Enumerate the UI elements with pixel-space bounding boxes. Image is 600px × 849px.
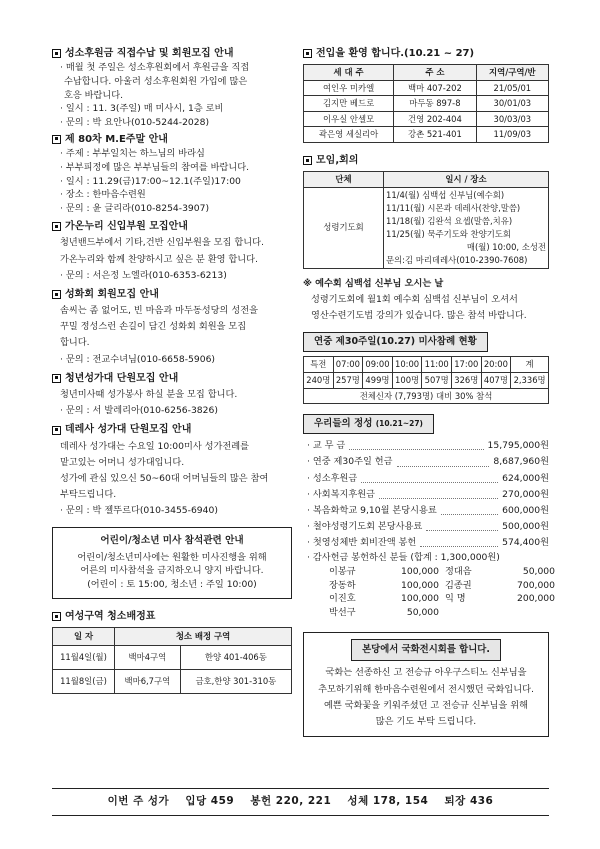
donor-name: 정대음 bbox=[445, 565, 472, 577]
donor-amount: 200,000 bbox=[517, 593, 555, 605]
offering-amount: 15,795,000원 bbox=[487, 440, 549, 452]
left-column bbox=[52, 44, 292, 694]
offering-label: · 연중 제30주일 헌금 bbox=[307, 456, 393, 468]
leader-dots bbox=[397, 454, 490, 466]
donor-name: 이진호 bbox=[329, 593, 356, 605]
cleaning-schedule bbox=[52, 609, 292, 694]
notice-line: 합니다. bbox=[60, 337, 90, 349]
meeting-section bbox=[303, 153, 549, 269]
box-line: 국화는 선종하신 고 전승규 아우구스티노 신부님을 bbox=[325, 667, 527, 679]
offering-label: · 복음화학교 9,10월 본당시용료 bbox=[307, 504, 437, 516]
table-row bbox=[304, 111, 549, 127]
table-row bbox=[53, 670, 292, 694]
notice-title: ※ 예수회 심백섭 신부님 오시는 날 bbox=[303, 277, 444, 289]
table-header: 세 대 주 bbox=[304, 65, 394, 81]
table-header: 10:00 bbox=[392, 357, 422, 373]
notice-line: 꾸밀 정성스런 손길이 담긴 성화회 회원을 모집 bbox=[60, 321, 247, 333]
table-cell: 11/09/03 bbox=[476, 127, 548, 143]
notice-line: 청년미사때 성가봉사 하실 분을 모집 합니다. bbox=[60, 389, 238, 401]
footer-communion: 성체 178, 154 bbox=[347, 795, 429, 807]
footer-entrance: 입당 459 bbox=[185, 795, 235, 807]
notice-line: · 장소 : 한마음수련원 bbox=[60, 189, 146, 201]
table-cell: 21/05/01 bbox=[476, 80, 548, 96]
table-cell: 11/4(월) 심백섭 신부님(예수회) 11/11(월) 시몬과 데레사(찬양,말씀) 11/18(월) 김완석 요셉(말씀,치유) 11/25(월) 묵주기도와 찬양기도회 매(월) 10:00, 소성전 문의:김 마리데레사(010-2390-7608) bbox=[384, 187, 549, 268]
notice-flower-guild bbox=[52, 286, 292, 368]
notice-band-recruit bbox=[52, 218, 292, 284]
donor-grid bbox=[303, 565, 555, 620]
notice-line: 청년밴드부에서 기타,건반 신입부원을 모집 합니다. bbox=[60, 237, 264, 249]
table-cell: 2,336명 bbox=[511, 372, 549, 388]
cleaning-table bbox=[52, 627, 292, 694]
section-title: 연중 제30주일(10.27) 미사참례 현황 bbox=[303, 332, 488, 352]
notice-line: · 문의 : 전교수녀님(010-6658-5906) bbox=[60, 353, 216, 365]
notice-line: 가온누리와 함께 찬양하시고 싶은 분 환영 합니다. bbox=[60, 253, 258, 265]
welcome-section bbox=[303, 46, 549, 143]
table-cell: 백마 407-202 bbox=[394, 80, 477, 96]
table-header: 특전 bbox=[304, 357, 334, 373]
notice-line: 성령기도회에 월1회 예수회 심백섭 신부님이 오셔서 bbox=[311, 293, 518, 305]
table-row bbox=[53, 646, 292, 670]
table-cell: 백마6,7구역 bbox=[115, 670, 181, 694]
notice-line: 영산수련기도법 강의가 있습니다. 많은 참석 바랍니다. bbox=[311, 309, 527, 321]
box-title: 본당에서 국화전시회를 합니다. bbox=[351, 639, 501, 661]
donor-amount: 100,000 bbox=[401, 565, 439, 577]
notice-line: 수납합니다. 아울러 성소후원회원 가입에 많은 bbox=[64, 75, 248, 87]
donor-name: 익 명 bbox=[445, 593, 466, 605]
donor-amount: 700,000 bbox=[517, 579, 555, 591]
section-bullet-icon bbox=[303, 49, 312, 58]
table-cell: 240명 bbox=[304, 372, 334, 388]
table-header: 일시 / 장소 bbox=[384, 172, 549, 188]
offering-row bbox=[303, 487, 549, 503]
thanks-line: · 감사헌금 봉헌하신 분들 (합계 : 1,300,000원) bbox=[307, 552, 500, 564]
offering-amount: 624,000원 bbox=[502, 472, 549, 484]
footer-recessional: 퇴장 436 bbox=[444, 795, 494, 807]
offering-row bbox=[303, 519, 549, 535]
table-cell: 407명 bbox=[481, 372, 511, 388]
table-header: 청소 배정 구역 bbox=[115, 628, 292, 646]
table-cell: 전체신자 (7,793명) 대비 30% 참석 bbox=[304, 388, 549, 404]
offering-label: · 교 무 금 bbox=[307, 440, 346, 452]
section-bullet-icon bbox=[52, 374, 61, 383]
notice-line: 호응 바랍니다. bbox=[64, 89, 124, 101]
leader-dots bbox=[349, 438, 483, 450]
offering-row bbox=[303, 438, 549, 454]
table-row bbox=[304, 388, 549, 404]
donor-amount: 100,000 bbox=[401, 593, 439, 605]
offering-amount: 270,000원 bbox=[502, 488, 549, 500]
table-cell: 11월8일(금) bbox=[53, 670, 115, 694]
notice-line: 데레사 성가대는 수요일 10:00미사 성가전례를 bbox=[60, 440, 250, 452]
leader-dots bbox=[379, 487, 498, 499]
table-cell: 257명 bbox=[333, 372, 363, 388]
table-header: 단체 bbox=[304, 172, 384, 188]
donor-name: 박선구 bbox=[329, 607, 356, 619]
offering-row bbox=[303, 454, 549, 470]
offering-label: · 첫영성체반 회비잔액 봉헌 bbox=[307, 536, 417, 548]
donor-amount: 50,000 bbox=[406, 607, 439, 619]
table-row bbox=[304, 127, 549, 143]
offering-label: · 사회복지후원금 bbox=[307, 488, 375, 500]
table-cell: 여인우 미카엘 bbox=[304, 80, 394, 96]
offering-amount: 600,000원 bbox=[502, 504, 549, 516]
offering-label: · 성소후원금 bbox=[307, 472, 358, 484]
section-bullet-icon bbox=[303, 156, 312, 165]
table-cell: 백마4구역 bbox=[115, 646, 181, 670]
notice-line: · 주제 : 부부일치는 하느님의 바라심 bbox=[60, 147, 205, 159]
leader-dots bbox=[441, 503, 498, 515]
table-cell: 30/03/03 bbox=[476, 111, 548, 127]
table-header: 09:00 bbox=[363, 357, 393, 373]
notice-vocation-support bbox=[52, 46, 292, 130]
leader-dots bbox=[420, 535, 498, 547]
table-cell: 건영 202-404 bbox=[394, 111, 477, 127]
hymn-footer bbox=[52, 788, 549, 816]
offering-amount: 574,400원 bbox=[502, 536, 549, 548]
section-bullet-icon bbox=[52, 290, 61, 299]
table-cell: 499명 bbox=[363, 372, 393, 388]
table-cell: 강촌 521-401 bbox=[394, 127, 477, 143]
right-column bbox=[303, 44, 555, 737]
welcome-table bbox=[303, 64, 549, 143]
offering-row bbox=[303, 503, 549, 519]
box-title: 어린이/청소년 미사 참석관련 안내 bbox=[100, 535, 244, 547]
meeting-table bbox=[303, 171, 549, 269]
offering-amount: 500,000원 bbox=[502, 520, 549, 532]
notice-line: 성가에 관심 있으신 50~60대 어머님들의 많은 참여 bbox=[60, 473, 269, 484]
table-header: 주 소 bbox=[394, 65, 477, 81]
donor-amount: 50,000 bbox=[522, 565, 555, 577]
donor-name: 장동하 bbox=[329, 579, 356, 591]
notice-line: · 문의 : 박 젤뚜르다(010-3455-6940) bbox=[60, 505, 218, 517]
section-title: 모임,회의 bbox=[316, 155, 359, 167]
table-cell: 곽은영 세실리아 bbox=[304, 127, 394, 143]
table-row bbox=[304, 80, 549, 96]
offering-section bbox=[303, 414, 555, 620]
donor-amount: 100,000 bbox=[401, 579, 439, 591]
notice-line: · 문의 : 윤 글리라(010-8254-3907) bbox=[60, 203, 210, 215]
footer-offertory: 봉헌 220, 221 bbox=[250, 795, 332, 807]
attendance-table bbox=[303, 356, 549, 404]
table-cell: 이우실 안셀모 bbox=[304, 111, 394, 127]
table-cell: 마두동 897-8 bbox=[394, 96, 477, 112]
section-title: 가온누리 신입부원 모집안내 bbox=[65, 220, 188, 232]
table-row bbox=[304, 357, 549, 373]
donor-name: 이봉규 bbox=[329, 565, 356, 577]
table-header: 07:00 bbox=[333, 357, 363, 373]
notice-line: · 일시 : 11.29(금)17:00~12.1(주일)17:00 bbox=[60, 175, 241, 187]
youth-mass-notice-box bbox=[52, 527, 292, 599]
notice-youth-choir bbox=[52, 370, 292, 420]
offering-amount: 8,687,960원 bbox=[493, 456, 549, 468]
box-line: 예쁜 국화꽃을 키워주셨던 고 전승규 신부님을 위해 bbox=[324, 699, 528, 711]
table-cell: 507명 bbox=[422, 372, 452, 388]
section-bullet-icon bbox=[52, 49, 61, 58]
notice-line: · 문의 : 서 발레리아(010-6256-3826) bbox=[60, 405, 218, 417]
table-header: 계 bbox=[511, 357, 549, 373]
leader-dots bbox=[426, 519, 498, 531]
leader-dots bbox=[361, 471, 498, 483]
box-line: 어른의 미사참석을 금지하오니 양지 바랍니다. bbox=[80, 565, 264, 577]
table-row bbox=[304, 372, 549, 388]
box-line: 많은 기도 부탁 드립니다. bbox=[375, 715, 477, 727]
section-title: 여성구역 청소배정표 bbox=[65, 611, 156, 623]
table-cell: 금호,한양 301-310동 bbox=[180, 670, 291, 694]
priest-visit-notice bbox=[303, 276, 549, 324]
section-title: 제 80차 M.E주말 안내 bbox=[65, 133, 168, 145]
section-title: 전입을 환영 합니다.(10.21 ~ 27) bbox=[316, 48, 475, 59]
notice-me-weekend bbox=[52, 132, 292, 216]
section-title: 우리들의 정성 (10.21~27) bbox=[303, 414, 434, 434]
box-line: (어린이 : 토 15:00, 청소년 : 주일 10:00) bbox=[87, 579, 257, 591]
section-title: 성소후원금 직접수납 및 회원모집 안내 bbox=[65, 48, 234, 59]
notice-line: · 일시 : 11. 3(주일) 매 미사시, 1층 로비 bbox=[60, 103, 224, 115]
chrysanthemum-notice-box bbox=[303, 632, 549, 737]
table-row bbox=[304, 187, 549, 268]
table-cell: 30/01/03 bbox=[476, 96, 548, 112]
table-cell: 성령기도회 bbox=[304, 187, 384, 268]
notice-line: 솜씨는 좀 없어도, 빈 마음과 마두동성당의 성전을 bbox=[60, 305, 258, 317]
table-header: 20:00 bbox=[481, 357, 511, 373]
notice-line: 부탁드립니다. bbox=[60, 489, 117, 501]
offering-row bbox=[303, 535, 549, 551]
notice-line: · 문의 : 서은정 노엘라(010-6353-6213) bbox=[60, 269, 227, 281]
table-header: 지역/구역/반 bbox=[476, 65, 548, 81]
offering-row bbox=[303, 471, 549, 487]
offering-list bbox=[303, 438, 549, 551]
table-cell: 한양 401-406동 bbox=[180, 646, 291, 670]
table-cell: 100명 bbox=[392, 372, 422, 388]
section-bullet-icon bbox=[52, 426, 61, 435]
table-cell: 326명 bbox=[451, 372, 481, 388]
notice-line: 맡고있는 어머니 성가대입니다. bbox=[60, 456, 185, 468]
section-bullet-icon bbox=[52, 222, 61, 231]
table-header: 17:00 bbox=[451, 357, 481, 373]
table-header: 일 자 bbox=[53, 628, 115, 646]
box-line: 추모하기위해 한마음수련원에서 전시했던 국화입니다. bbox=[318, 683, 534, 695]
notice-line: · 문의 : 박 요안나(010-5244-2028) bbox=[60, 117, 210, 129]
table-cell: 11월4일(월) bbox=[53, 646, 115, 670]
notice-line: · 매월 첫 주일은 성소후원회에서 후원금을 직접 bbox=[60, 62, 250, 73]
footer-label: 이번 주 성가 bbox=[107, 795, 170, 807]
table-cell: 김지만 베드로 bbox=[304, 96, 394, 112]
notice-teresa-choir bbox=[52, 421, 292, 519]
section-bullet-icon bbox=[52, 612, 61, 621]
notice-line: · 부부피정에 많은 부부님들의 참여를 바랍니다. bbox=[60, 161, 250, 173]
section-title: 데레사 성가대 단원모집 안내 bbox=[65, 424, 192, 436]
mass-attendance bbox=[303, 332, 549, 404]
donor-name: 김종권 bbox=[445, 579, 472, 591]
section-title: 청년성가대 단원모집 안내 bbox=[65, 372, 179, 384]
section-bullet-icon bbox=[52, 135, 61, 144]
box-line: 어린이/청소년미사에는 원활한 미사진행을 위해 bbox=[77, 551, 267, 563]
section-title: 성화회 회원모집 안내 bbox=[65, 288, 159, 300]
offering-label: · 철야성령기도회 본당사용료 bbox=[307, 520, 423, 532]
table-header: 11:00 bbox=[422, 357, 452, 373]
table-row bbox=[304, 96, 549, 112]
